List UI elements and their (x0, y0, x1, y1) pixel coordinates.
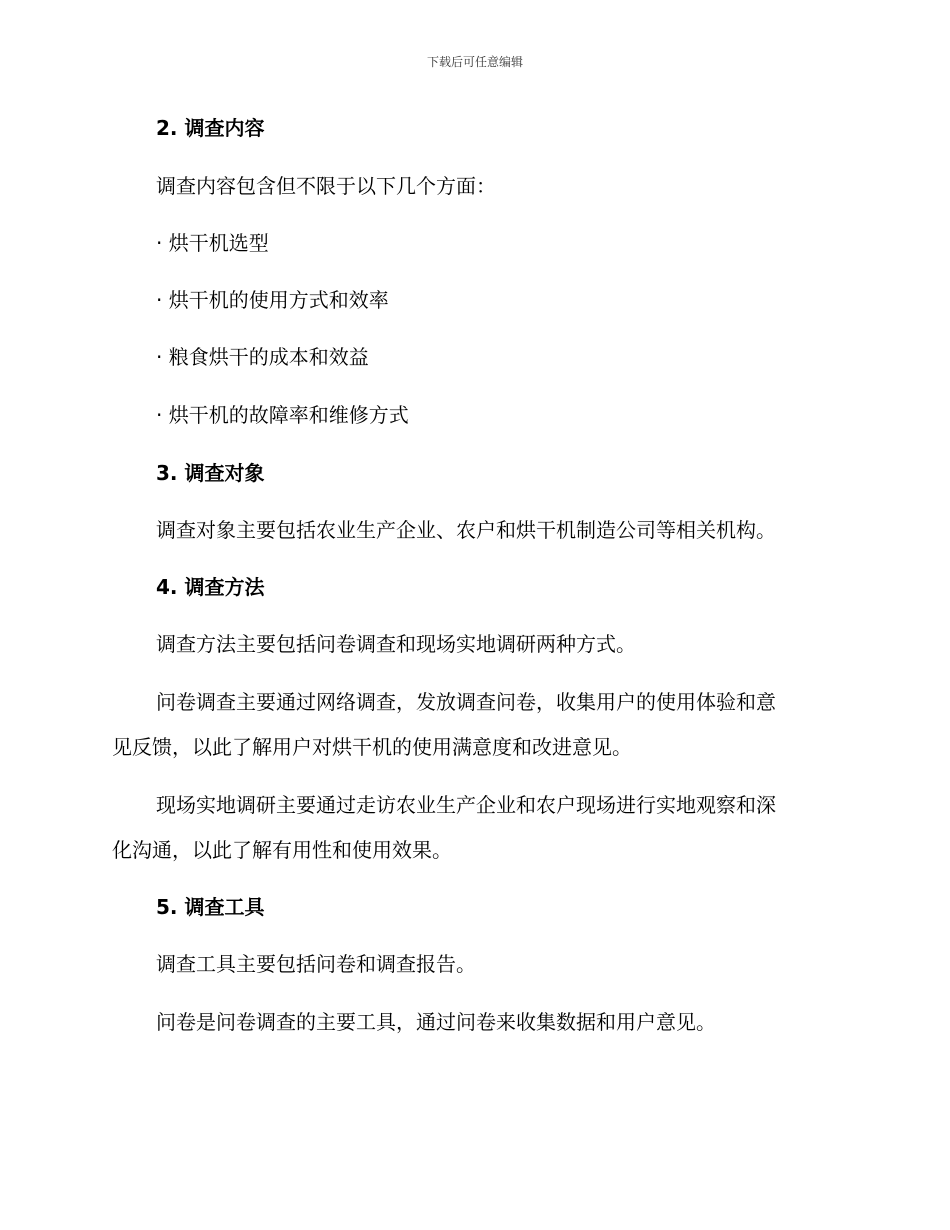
section-4-para-1-line-2: 见反馈，以此了解用户对烘干机的使用满意度和改进意见。 (112, 735, 632, 759)
section-5-para-1: 问卷是问卷调查的主要工具，通过问卷来收集数据和用户意见。 (156, 1010, 716, 1034)
section-3-heading: 3. 调查对象 (156, 461, 265, 485)
section-4-para-2-line-1: 现场实地调研主要通过走访农业生产企业和农户现场进行实地观察和深 (156, 793, 776, 817)
section-4-body: 调查方法主要包括问卷调查和现场实地调研两种方式。 (156, 632, 636, 656)
section-4-para-2-line-2: 化沟通，以此了解有用性和使用效果。 (112, 838, 452, 862)
bullet-item: · 粮食烘干的成本和效益 (156, 345, 369, 369)
section-5-heading: 5. 调查工具 (156, 895, 265, 919)
header-note: 下载后可任意编辑 (426, 55, 523, 69)
section-3-body: 调查对象主要包括农业生产企业、农户和烘干机制造公司等相关机构。 (156, 518, 776, 542)
bullet-item: · 烘干机选型 (156, 231, 269, 255)
section-4-para-1-line-1: 问卷调查主要通过网络调查，发放调查问卷，收集用户的使用体验和意 (156, 690, 776, 714)
section-5-body: 调查工具主要包括问卷和调查报告。 (156, 952, 476, 976)
bullet-item: · 烘干机的使用方式和效率 (156, 288, 389, 312)
section-4-heading: 4. 调查方法 (156, 575, 265, 599)
section-2-intro: 调查内容包含但不限于以下几个方面： (156, 174, 496, 198)
section-2-heading: 2. 调查内容 (156, 116, 265, 140)
bullet-item: · 烘干机的故障率和维修方式 (156, 403, 409, 427)
